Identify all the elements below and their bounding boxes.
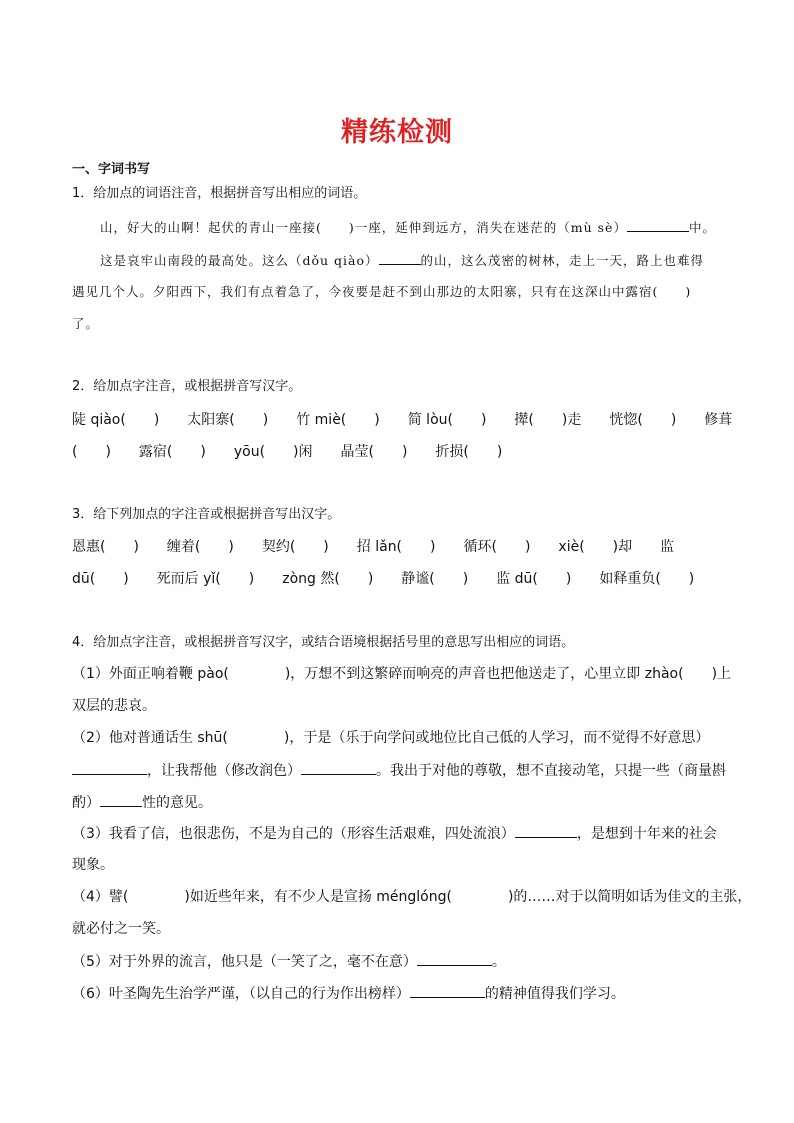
question-4-item-1-line-1: （1）外面正响着鞭 pào( )，万想不到这繁碎而响亮的声音也把他送走了，心里立即 zhào( )上 <box>72 666 732 682</box>
question-2-prompt: 2．给加点字注音，或根据拼音写汉字。 <box>72 379 302 394</box>
question-4-item-3-line-1 <box>72 823 717 844</box>
answer-blank[interactable] <box>627 217 689 232</box>
question-4-item-4-line-1: （4）譬( )如近些年来，有不少人是宣扬 ménglóng( )的……对于以简明如话为佳文的主张， <box>72 889 752 905</box>
answer-blank[interactable] <box>100 792 142 807</box>
passage-text: 的山，这么茂密的树林，走上一天，路上也难得 <box>420 253 705 268</box>
section-heading: 一、字词书写 <box>72 162 151 177</box>
question-4-item-2-line-2 <box>72 760 726 781</box>
page-title: 精练检测 <box>341 117 453 148</box>
item-text: 的精神值得我们学习。 <box>484 986 625 1002</box>
answer-blank[interactable] <box>417 951 492 966</box>
question-4-item-2-line-1: （2）他对普通话生 shū( )，于是（乐于向学问或地位比自己低的人学习，而不觉得不好意思） <box>72 730 710 746</box>
passage-text: 这是哀牢山南段的最高处。这么（dǒu qiào） <box>100 253 379 268</box>
question-4-item-3-line-2: 现象。 <box>72 857 114 873</box>
passage-line-2 <box>100 250 704 271</box>
item-text: 。 <box>491 954 506 970</box>
answer-blank[interactable] <box>379 250 421 265</box>
item-text: （5）对于外界的流言，他只是（一笑了之，毫不在意） <box>72 954 417 970</box>
passage-line-3: 遇见几个人。夕阳西下，我们有点着急了，今夜要是赶不到山那边的太阳寨，只有在这深山中露宿( ) <box>72 284 692 299</box>
answer-blank[interactable] <box>515 823 577 838</box>
passage-line-1 <box>100 217 716 238</box>
question-3-row-2: dū( ) 死而后 yǐ( ) zòng 然( ) 静谧( ) 监 dū( ) 如释重负( ) <box>72 571 695 587</box>
item-text: （3）我看了信，也很悲伤，不是为自己的（形容生活艰难，四处流浪） <box>72 826 515 842</box>
item-text: （6）叶圣陶先生治学严谨，（以自己的行为作出榜样） <box>72 986 410 1002</box>
question-4-item-4-line-2: 就必付之一笑。 <box>72 921 170 937</box>
answer-blank[interactable] <box>410 983 485 998</box>
question-1-prompt: 1．给加点的词语注音，根据拼音写出相应的词语。 <box>72 186 367 201</box>
item-text: ，是想到十年来的社会 <box>576 826 717 842</box>
question-2-row-1: 陡 qiào( ) 太阳寨( ) 竹 miè( ) 简 lòu( ) 撵( )走 恍惚( ) 修葺 <box>72 412 733 428</box>
answer-blank[interactable] <box>301 760 376 775</box>
question-3-prompt: 3．给下列加点的字注音或根据拼音写出汉字。 <box>72 507 341 522</box>
item-text: 酌） <box>72 795 100 811</box>
passage-text: 山，好大的山啊！起伏的青山一座接( )一座，延伸到远方，消失在迷茫的（mù sè） <box>100 220 627 235</box>
question-4-item-6 <box>72 983 625 1004</box>
passage-line-4: 了。 <box>72 316 100 331</box>
passage-text: 中。 <box>688 220 716 235</box>
item-text: ，让我帮他（修改润色） <box>147 763 301 779</box>
question-4-item-2-line-3 <box>72 792 212 813</box>
question-4-item-1-line-2: 双层的悲哀。 <box>72 698 156 714</box>
question-4-prompt: 4．给加点字注音，或根据拼音写汉字，或结合语境根据括号里的意思写出相应的词语。 <box>72 635 575 650</box>
item-text: 。我出于对他的尊敬，想不直接动笔，只提一些（商量斟 <box>376 763 726 779</box>
item-text: 性的意见。 <box>142 795 212 811</box>
question-3-row-1: 恩惠( ) 缠着( ) 契约( ) 招 lǎn( ) 循环( ) xiè( )却 监 <box>72 539 675 555</box>
question-4-item-5 <box>72 951 506 972</box>
question-2-row-2: ( ) 露宿( ) yōu( )闲 晶莹( ) 折损( ) <box>72 444 503 460</box>
answer-blank[interactable] <box>72 760 147 775</box>
